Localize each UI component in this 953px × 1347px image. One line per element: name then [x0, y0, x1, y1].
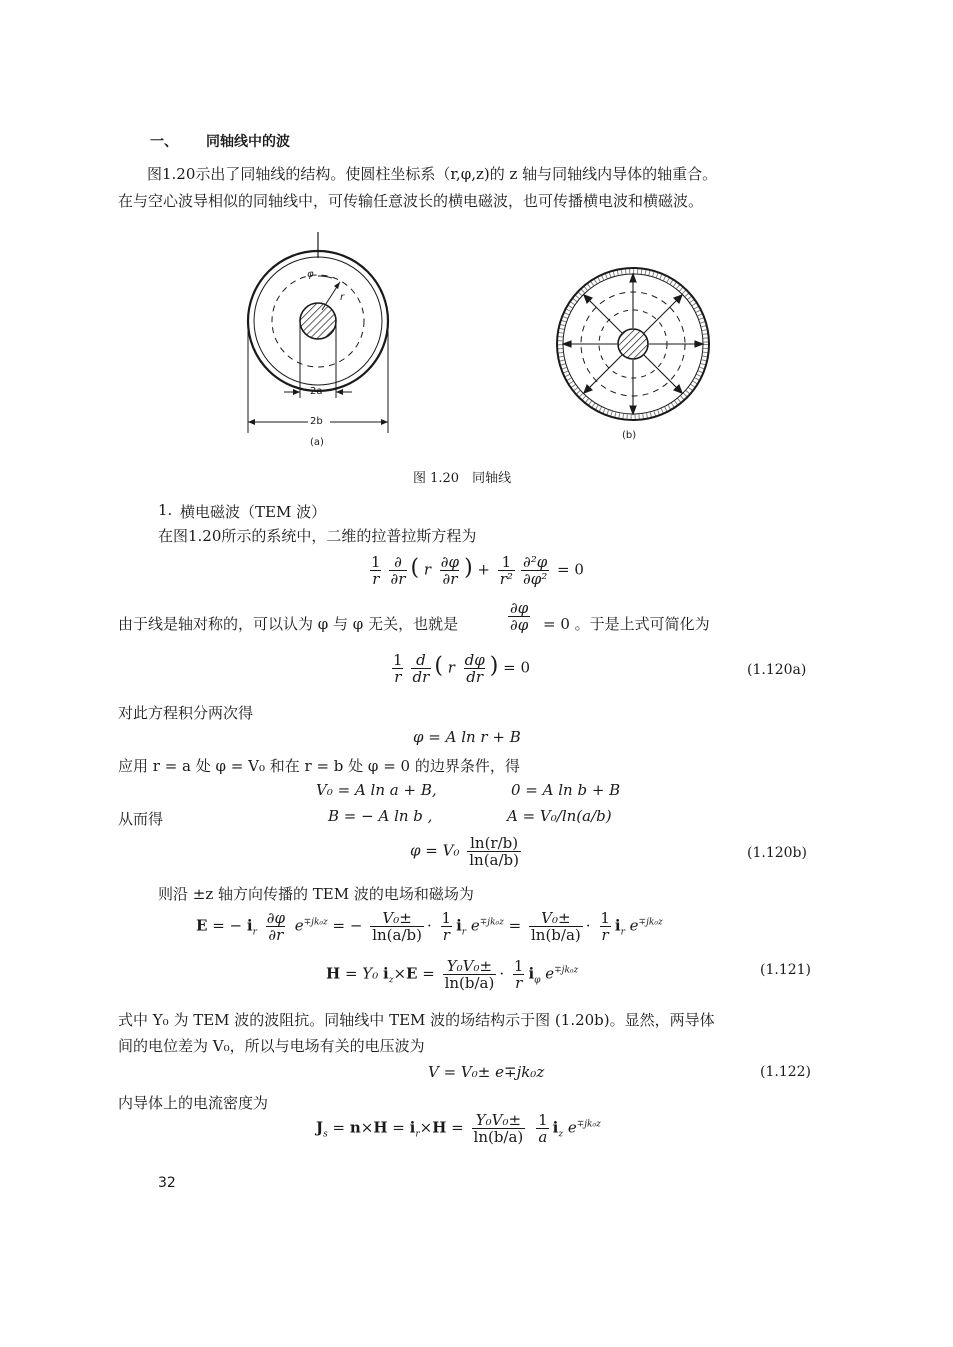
paragraph-wave-impedance-b: 间的电位差为 V₀，所以与电场有关的电压波为 [118, 1037, 425, 1055]
figure-b-tem-field-structure [553, 262, 713, 427]
equation-1-120b [410, 835, 524, 868]
paragraph-tem-fields: 则沿 ±z 轴方向传播的 TEM 波的电场和磁场为 [158, 885, 474, 903]
paragraph-thus: 从而得 [118, 810, 164, 828]
figure-caption: 图 1.20 同轴线 [413, 471, 512, 486]
r-label: r [340, 292, 345, 303]
dim-2b-label: 2b [310, 416, 323, 427]
section-number: 一、 [150, 134, 178, 150]
equation-1-120b-denominator: ln(a/b) [469, 851, 519, 869]
equation-number-1-121: (1.121) [760, 962, 812, 978]
equation-A: A = V₀/ln(a/b) [507, 807, 612, 825]
equation-1-120b-lhs: φ = V₀ [410, 841, 460, 860]
equation-1-120a: $\frac{1}{r}$ $\frac{d}{dr}$ ( r $\frac{d\varphi}{dr}$ ) = 0 [393, 651, 530, 686]
paragraph-current-density: 内导体上的电流密度为 [118, 1094, 269, 1112]
equation-integral: φ = A ln r + B [413, 728, 521, 746]
partial-phi-fraction: $\frac{\partial\varphi}{\partial\varphi}$ [510, 599, 529, 634]
phi-label: φ [307, 269, 314, 280]
figure-a-coax-cross-section [222, 228, 402, 468]
paragraph-symmetry-a: 由于线是轴对称的，可以认为 φ 与 φ 无关，也就是 [118, 615, 459, 633]
subsection-number: 1. [158, 501, 173, 519]
paragraph-laplace-intro: 在图1.20所示的系统中，二维的拉普拉斯方程为 [158, 527, 477, 545]
dim-2a-label: 2a [310, 386, 323, 397]
equation-J-current: $J_s = n\times H = i_r\times H$ = $\frac{\text{Y₀V₀±}}{\ln(b/a)}$ $\frac{1}{a}$ $i_z$ $e^{\mp jk_0z}$ [316, 1111, 601, 1146]
paragraph-wave-impedance-a: 式中 Y₀ 为 TEM 波的波阻抗。同轴线中 TEM 波的场结构示于图 (1.20b)。显然，两导体 [118, 1011, 715, 1029]
equation-1-122: V = V₀± e∓jk₀z [428, 1063, 545, 1081]
equation-bc-2: 0 = A ln b + B [511, 781, 621, 799]
laplace-equation: $\frac{1}{r}$ $\frac{\partial}{\partial r}$ ( r $\frac{\partial\varphi}{\partial r}$ ) + $\frac{1}{\text{r²}}$ $\frac{\text{∂²φ}}{\text{∂φ²}}$ = 0 [371, 553, 584, 588]
equation-1-120b-numerator: ln(r/b) [470, 834, 519, 852]
paragraph-symmetry-b: = 0 。于是上式可简化为 [543, 615, 710, 633]
intro-line-2: 在与空心波导相似的同轴线中，可传输任意波长的横电磁波，也可传播横电波和横磁波。 [118, 192, 704, 210]
equation-H-field: H = Y₀ $i_z\times E$ = $\frac{\text{Y₀V₀±}}{\ln(b/a)}$ · $\frac{1}{r}$ $i_\varphi$ $e^{\mp jk_0z}$ [326, 957, 579, 992]
subsection-title: 横电磁波（TEM 波） [180, 503, 327, 521]
figure-b-label: (b) [622, 430, 637, 441]
equation-bc-1: V₀ = A ln a + B, [316, 781, 437, 799]
figure-a-label: (a) [310, 437, 324, 448]
equation-number-1-120b: (1.120b) [747, 845, 807, 861]
paragraph-integrate: 对此方程积分两次得 [118, 704, 254, 722]
equation-E-field: E = − $i_r$ $\frac{\partial\varphi}{\partial r}$ $e^{\mp jk_0z}$ = − $\frac{\text{V₀±}}{\ln(a/b)}$ · $\frac{1}{r}$ $i_r$ $e^{\mp jk_0z}$ = $\frac{\text{V₀±}}{\ln(b/a)}$ · $\frac{1}{r}$ $i_r$ $e^{\mp jk_0z}$ [196, 909, 663, 944]
page-number: 32 [158, 1175, 176, 1191]
section-title: 同轴线中的波 [206, 134, 290, 150]
paragraph-boundary: 应用 r = a 处 φ = V₀ 和在 r = b 处 φ = 0 的边界条件，得 [118, 757, 520, 775]
equation-number-1-120a: (1.120a) [747, 662, 807, 678]
equation-B: B = − A ln b , [328, 807, 433, 825]
intro-line-1: 图1.20示出了同轴线的结构。使圆柱坐标系（r,φ,z)的 z 轴与同轴线内导体的轴重合。 [147, 165, 718, 183]
equation-number-1-122: (1.122) [760, 1064, 812, 1080]
